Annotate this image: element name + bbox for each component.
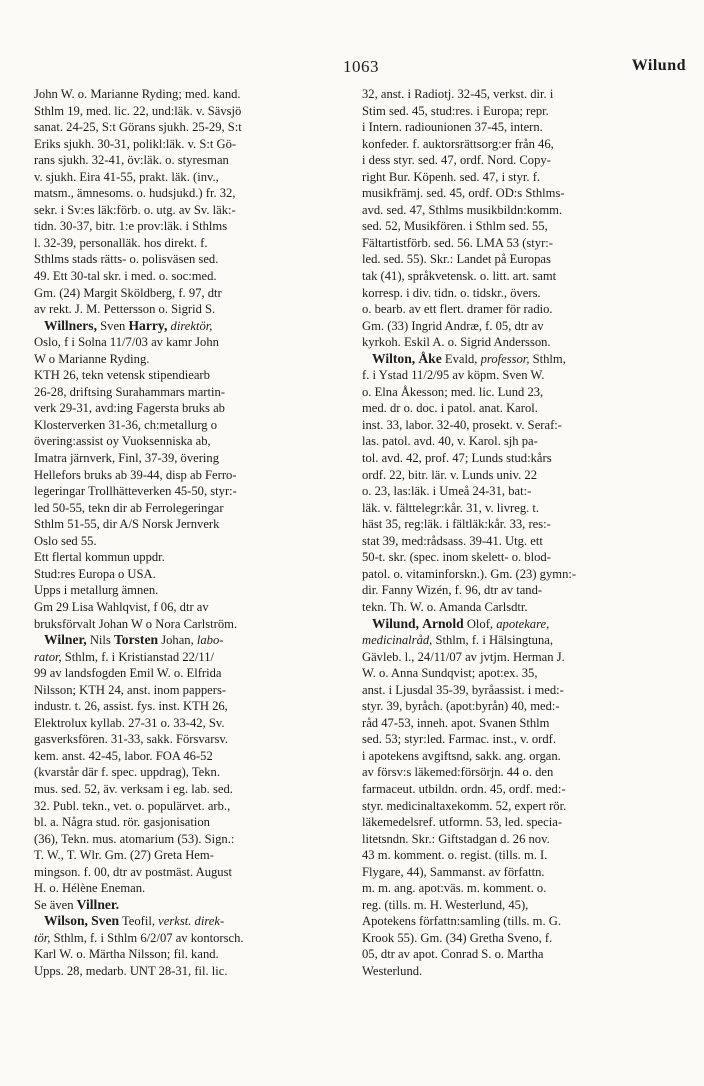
page-number: 1063 (343, 57, 379, 76)
text-line (34, 533, 334, 550)
text-line (34, 86, 334, 103)
text-line (34, 963, 334, 980)
text-run: kem. anst. 42-45, labor. FOA 46-52 (34, 748, 213, 763)
text-line (34, 417, 334, 434)
text-line (362, 963, 662, 980)
text-run: Nilsson; KTH 24, anst. inom pappers- (34, 682, 227, 697)
text-run: o. Elna Åkesson; med. lic. Lund 23, (362, 384, 544, 399)
text-run: musikfrämj. sed. 45, ordf. OD:s Sthlms- (362, 186, 565, 201)
text-run: övering:assist oy Vuoksenniska ab, (34, 434, 211, 449)
text-run: right Bur. Köpenh. sed. 47, i styr. f. (362, 169, 541, 184)
text-run: v. sjukh. Eira 41-55, prakt. läk. (inv., (34, 169, 219, 184)
text-line (362, 599, 662, 616)
text-run: kyrkoh. Eskil A. o. Sigrid Andersson. (362, 335, 551, 350)
text-run: råd 47-53, inneh. apot. Svanen Sthlm (362, 715, 550, 730)
text-line (34, 251, 334, 268)
text-line (34, 897, 334, 914)
text-line (362, 847, 662, 864)
text-line (34, 235, 334, 252)
text-line (34, 516, 334, 533)
text-line (34, 119, 334, 136)
text-run: John W. o. Marianne Ryding; med. kand. (34, 87, 241, 101)
text-line (362, 715, 662, 732)
text-run: mus. sed. 52, äv. verksam i eg. lab. sed. (34, 781, 233, 796)
entry-headword: Villner. (76, 896, 120, 912)
text-run: styr. medicinaltaxekomm. 52, expert rör. (362, 798, 567, 813)
entry-headword: Torsten (113, 632, 159, 648)
text-run: ordf. 22, bitr. lär. v. Lunds univ. 22 (362, 467, 538, 482)
text-line (34, 450, 334, 467)
text-line (362, 384, 662, 401)
text-run: sed. 52, Musikfören. i Sthlm sed. 55, (362, 219, 548, 234)
text-run: tak (41), språkvetensk. o. litt. art. samt (362, 269, 557, 284)
text-line (34, 334, 334, 351)
entry-headword: Wilson, (44, 913, 88, 929)
text-line (34, 152, 334, 169)
text-run: Krook 55). Gm. (34) Gretha Sveno, f. (362, 930, 553, 945)
entry-headword: Sven (91, 913, 120, 929)
text-run: Westerlund. (362, 963, 423, 978)
text-line (34, 169, 334, 186)
text-run: Gm. (33) Ingrid Andræ, f. 05, dtr av (362, 318, 544, 333)
text-line (34, 665, 334, 682)
text-run: sed. 53; styr:led. Farmac. inst., v. ordf. (362, 732, 557, 747)
text-run: Sthlms stads rätts- o. polisväsen sed. (34, 252, 219, 267)
text-line (362, 235, 662, 252)
text-run: Fältartistförb. sed. 56. LMA 53 (styr:- (362, 235, 553, 250)
entry-headword: Wilner, (44, 632, 87, 648)
text-run: Hellefors bruks ab 39-44, disp ab Ferro- (34, 467, 237, 482)
text-line (362, 632, 662, 649)
text-run: i dess styr. sed. 47, ordf. Nord. Copy- (362, 153, 551, 168)
text-run: industr. t. 26, assist. fys. inst. KTH 26, (34, 699, 228, 714)
text-line (34, 781, 334, 798)
text-run: Gm. (24) Margit Sköldberg, f. 97, dtr (34, 285, 222, 300)
text-line (362, 301, 662, 318)
text-line (34, 682, 334, 699)
text-run: farmaceut. utbildn. ordn. 45, ordf. med:- (362, 781, 566, 796)
text-line (34, 500, 334, 517)
text-line (362, 169, 662, 186)
text-run: Evald, (441, 351, 481, 366)
text-run: stat 39, med:rådsass. 39-41. Utg. ett (362, 533, 543, 548)
text-run: Sthlm 19, med. lic. 22, und:läk. v. Sävsjö (34, 103, 242, 118)
text-run: Stim sed. 45, stud:res. i Europa; repr. (362, 103, 549, 118)
text-run: Se även (34, 897, 77, 912)
text-line (34, 864, 334, 881)
text-run: 26-28, driftsing Surahammars martin- (34, 384, 225, 399)
text-run: 43 m. komment. o. regist. (tills. m. I. (362, 848, 548, 863)
entry-headword: Wilton, (372, 350, 416, 366)
text-line (34, 798, 334, 815)
text-line (34, 549, 334, 566)
text-line (362, 698, 662, 715)
text-line (34, 582, 334, 599)
text-run: av rekt. J. M. Pettersson o. Sigrid S. (34, 302, 216, 317)
text-run: sanat. 24-25, S:t Görans sjukh. 25-29, S:t (34, 120, 242, 135)
text-line (362, 582, 662, 599)
text-run: Ett flertal kommun uppdr. (34, 550, 165, 565)
text-run: las. patol. avd. 40, v. Karol. sjh pa- (362, 434, 538, 449)
entry-title: verkst. direk- (158, 914, 225, 929)
text-run: matsm., ämnesoms. o. hudsjukd.) fr. 32, (34, 186, 236, 201)
text-line (362, 334, 662, 351)
text-line (34, 433, 334, 450)
text-run: litetsndn. Skr.: Giftstadgan d. 26 nov. (362, 831, 550, 846)
text-run: m. m. ang. apot:väs. m. komment. o. (362, 881, 547, 896)
text-run: led. sed. 55). Skr.: Landet på Europas (362, 252, 551, 267)
text-run: 32, anst. i Radiotj. 32-45, verkst. dir. i (362, 87, 554, 101)
text-line (34, 731, 334, 748)
text-run: led 50-55, tekn dir ab Ferrolegeringar (34, 500, 224, 515)
text-run: sekr. i Sv:es läk:förb. o. utg. av Sv. läk:- (34, 202, 236, 217)
text-run: Eriks sjukh. 30-31, polikl:läk. v. S:t Gö- (34, 136, 237, 151)
text-line (362, 549, 662, 566)
text-line (362, 367, 662, 384)
text-line (362, 946, 662, 963)
text-line (362, 649, 662, 666)
text-line (362, 467, 662, 484)
text-line (362, 500, 662, 517)
text-line (362, 202, 662, 219)
text-line (34, 318, 334, 335)
text-run: Sthlm, f. i Sthlm 6/2/07 av kontorsch. (50, 930, 244, 945)
text-line (362, 880, 662, 897)
text-line (362, 864, 662, 881)
text-line (362, 218, 662, 235)
text-run: tekn. Th. W. o. Amanda Carlsdtr. (362, 599, 528, 614)
text-run: i Intern. radiounionen 37-45, intern. (362, 120, 543, 135)
text-line (362, 748, 662, 765)
running-head: Wilund (631, 57, 686, 74)
text-line (362, 351, 662, 368)
text-line (34, 218, 334, 235)
text-line (362, 103, 662, 120)
text-line (34, 649, 334, 666)
entry-headword: Harry, (128, 317, 168, 333)
entry-headword: Åke (418, 350, 442, 366)
text-run: Upps. 28, medarb. UNT 28-31, fil. lic. (34, 963, 228, 978)
text-line (34, 566, 334, 583)
text-run: av försv:s läkemed:försörjn. 44 o. den (362, 765, 554, 780)
text-line (34, 913, 334, 930)
text-run: med. dr o. doc. i patol. anat. Karol. (362, 401, 538, 416)
text-run: (kvarstår där f. spec. uppdrag), Tekn. (34, 765, 220, 780)
text-run: 50-t. skr. (spec. inom skelett- o. blod- (362, 550, 551, 565)
text-line (362, 516, 662, 533)
text-line (362, 831, 662, 848)
text-run: W. o. Anna Sundqvist; apot:ex. 35, (362, 666, 538, 681)
text-line (362, 814, 662, 831)
text-run: Oslo sed 55. (34, 533, 97, 548)
text-line (362, 185, 662, 202)
text-line (362, 731, 662, 748)
right-column (362, 86, 662, 980)
text-run: rans sjukh. 32-41, öv:läk. o. styresman (34, 153, 229, 168)
text-line (34, 831, 334, 848)
text-run: H. o. Hélène Eneman. (34, 881, 146, 896)
text-run: avd. sed. 47, Sthlms musikbildn:komm. (362, 202, 563, 217)
text-run: tol. avd. 42, prof. 47; Lunds stud:kårs (362, 451, 552, 466)
entry-title: professor, (480, 351, 530, 366)
text-run: Imatra järnverk, Finl, 37-39, övering (34, 451, 220, 466)
text-run: patol. o. vitaminforskn.). Gm. (23) gymn:- (362, 566, 577, 581)
text-line (34, 268, 334, 285)
text-run: f. i Ystad 11/2/95 av köpm. Sven W. (362, 368, 545, 383)
text-line (34, 930, 334, 947)
page-header (34, 57, 688, 83)
text-line (362, 400, 662, 417)
text-run: Sven (97, 318, 129, 333)
text-run: Sthlm, f. i Hälsingtuna, (432, 633, 553, 648)
text-run: konfeder. f. auktorsrättsorg:er från 46, (362, 136, 554, 151)
text-line (34, 103, 334, 120)
text-line (34, 483, 334, 500)
text-line (34, 698, 334, 715)
text-run: inst. 33, labor. 32-40, prosekt. v. Seraf:- (362, 417, 562, 432)
text-run: Teofil, (119, 914, 159, 929)
entry-title: direktör, (170, 318, 213, 333)
text-run: Nils (86, 633, 114, 648)
text-line (34, 814, 334, 831)
text-run: häst 35, reg:läk. i fältläk:kår. 33, res:- (362, 517, 551, 532)
text-run: 32. Publ. tekn., vet. o. populärvet. arb., (34, 798, 231, 813)
entry-title: apotekare, (496, 616, 550, 631)
text-line (362, 285, 662, 302)
text-run: Sthlm, f. i Kristianstad 22/11/ (61, 649, 215, 664)
text-line (34, 748, 334, 765)
text-run: 49. Ett 30-tal skr. i med. o. soc:med. (34, 269, 217, 284)
text-line (362, 86, 662, 103)
text-run: Flygare, 44), Sammanst. av författn. (362, 864, 545, 879)
text-line (34, 202, 334, 219)
text-run: 05, dtr av apot. Conrad S. o. Martha (362, 947, 544, 962)
text-run: legeringar Trollhätteverken 45-50, styr:- (34, 484, 237, 499)
text-run: (36), Tekn. mus. atomarium (53). Sign.: (34, 831, 235, 846)
text-line (34, 136, 334, 153)
text-run: 99 av landsfogden Emil W. o. Elfrida (34, 666, 222, 681)
text-run: Stud:res Europa o USA. (34, 566, 156, 581)
text-run: läkemedelsref. utformn. 53, led. specia- (362, 815, 563, 830)
text-line (362, 433, 662, 450)
text-line (34, 301, 334, 318)
text-line (34, 285, 334, 302)
text-run: dir. Fanny Wizén, f. 96, dtr av tand- (362, 583, 543, 598)
text-run: tidn. 30-37, bitr. 1:e prov:läk. i Sthlms (34, 219, 228, 234)
entry-title: labo- (196, 633, 224, 648)
text-line (362, 781, 662, 798)
text-line (34, 880, 334, 897)
entry-title: tör, (34, 930, 51, 945)
text-line (362, 897, 662, 914)
text-line (362, 136, 662, 153)
text-run: o. 23, las:läk. i Umeå 24-31, bat:- (362, 484, 532, 499)
text-run: bruksförvalt Johan W o Nora Carlström. (34, 616, 238, 631)
text-line (362, 616, 662, 633)
text-line (34, 764, 334, 781)
text-line (362, 268, 662, 285)
text-line (362, 764, 662, 781)
entry-headword: Wilund, (372, 615, 419, 631)
text-line (34, 185, 334, 202)
text-run: Johan, (158, 633, 197, 648)
text-line (362, 318, 662, 335)
text-run: Apotekens författn:samling (tills. m. G. (362, 914, 562, 929)
text-line (362, 483, 662, 500)
text-run: styr. 39, byråch. (apot:byrån) 40, med:- (362, 699, 560, 714)
text-line (34, 599, 334, 616)
text-line (362, 417, 662, 434)
text-line (34, 384, 334, 401)
text-line (34, 367, 334, 384)
text-run: mingson. f. 00, dtr av postmäst. August (34, 864, 233, 879)
text-run: korresp. i div. tidn. o. tidskr., övers. (362, 285, 541, 300)
text-line (362, 566, 662, 583)
text-line (34, 467, 334, 484)
text-line (362, 682, 662, 699)
text-run: Oslo, f i Solna 11/7/03 av kamr John (34, 335, 219, 350)
entry-title: medicinalråd, (362, 633, 433, 648)
left-column (34, 86, 334, 980)
text-line (362, 913, 662, 930)
text-line (34, 351, 334, 368)
text-run: reg. (tills. m. H. Westerlund, 45), (362, 897, 529, 912)
text-line (34, 400, 334, 417)
text-run: bl. a. Några stud. rör. gasjonisation (34, 815, 210, 830)
entry-title: rator, (34, 649, 62, 664)
text-run: Sthlm, (529, 351, 566, 366)
text-line (362, 665, 662, 682)
text-run: Elektrolux kyllab. 27-31 o. 33-42, Sv. (34, 715, 225, 730)
text-run: gasverksfören. 31-33, sakk. Försvarsv. (34, 732, 228, 747)
entry-headword: Willners, (44, 317, 97, 333)
text-run: l. 32-39, personalläk. hos direkt. f. (34, 235, 208, 250)
text-run: läk. v. fälttelegr:kår. 31, v. livreg. t. (362, 500, 540, 515)
text-run: Karl W. o. Märtha Nilsson; fil. kand. (34, 947, 219, 962)
text-line (34, 632, 334, 649)
text-line (34, 616, 334, 633)
text-run: verk 29-31, avd:ing Fagersta bruks ab (34, 401, 225, 416)
text-line (34, 946, 334, 963)
text-line (362, 152, 662, 169)
entry-headword: Arnold (422, 615, 464, 631)
text-run: Gävleb. l., 24/11/07 av jvtjm. Herman J. (362, 649, 565, 664)
text-line (362, 798, 662, 815)
text-run: Gm 29 Lisa Wahlqvist, f 06, dtr av (34, 599, 209, 614)
text-run: Sthlm 51-55, dir A/S Norsk Jernverk (34, 517, 220, 532)
text-run: T. W., T. Wlr. Gm. (27) Greta Hem- (34, 848, 214, 863)
text-run: W o Marianne Ryding. (34, 351, 150, 366)
text-run: anst. i Ljusdal 35-39, byråassist. i med:- (362, 682, 564, 697)
text-line (34, 847, 334, 864)
text-line (362, 450, 662, 467)
text-line (362, 119, 662, 136)
text-line (34, 715, 334, 732)
text-line (362, 251, 662, 268)
text-run: i apotekens avgiftsnd, sakk. ang. organ. (362, 748, 561, 763)
text-run: Klosterverken 31-36, ch:metallurg o (34, 417, 218, 432)
text-run: Upps i metallurg ämnen. (34, 583, 159, 598)
text-line (362, 533, 662, 550)
text-run: Olof, (463, 616, 497, 631)
text-run: KTH 26, tekn vetensk stipendiearb (34, 368, 210, 383)
text-line (362, 930, 662, 947)
text-run: o. bearb. av ett flert. dramer för radio. (362, 302, 553, 317)
